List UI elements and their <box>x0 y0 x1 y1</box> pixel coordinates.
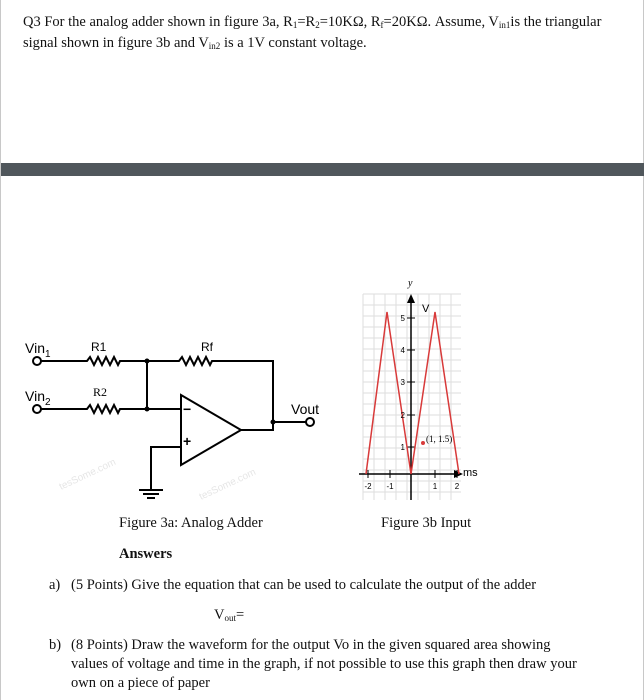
minus-sign: − <box>183 401 192 417</box>
r1-resistor <box>37 357 147 365</box>
vin1-label: Vin$_1$ <box>25 340 51 360</box>
ground-wire <box>151 447 181 490</box>
part-b <box>49 636 639 696</box>
vout-terminal <box>306 418 314 426</box>
axis-ticks <box>368 318 457 478</box>
question-number: Q3 <box>23 14 41 30</box>
figure-3b-caption: Figure 3b Input <box>381 515 472 531</box>
node-dot <box>271 420 276 425</box>
node-dot <box>145 407 150 412</box>
point-label: (1, 1.5) <box>426 434 453 444</box>
figure-3a-caption: Figure 3a: Analog Adder <box>119 515 263 531</box>
r2-resistor <box>37 405 147 413</box>
vout-label: Vout <box>291 401 320 417</box>
part-a-label: a) <box>49 577 61 593</box>
vout-equation: $V_{out}=$ <box>214 607 245 623</box>
summing-wire <box>147 361 181 409</box>
r1-label: R1 <box>91 340 107 354</box>
part-a <box>49 576 639 596</box>
y-tick-label: 5 <box>400 314 405 323</box>
circuit-diagram <box>1 300 346 510</box>
input-graph <box>356 270 486 510</box>
vin2-terminal <box>33 405 41 413</box>
y-axis-label: y <box>408 278 413 289</box>
question-line-1: Q3 For the analog adder shown in figure 3a, $R_1=R_2=10K\Omega$, $R_f=20K\Omega$. Assume, $V_{in1}is$ the triangular <box>23 14 602 30</box>
v-label: V <box>422 303 430 315</box>
y-tick-label: 3 <box>400 378 405 387</box>
x-tick-label: 2 <box>454 482 460 491</box>
rf-label: Rf <box>201 340 213 354</box>
part-b-label: b) <box>49 637 62 653</box>
answers-heading: Answers <box>119 546 173 562</box>
question-line-2: signal shown in figure 3b and $V_{in2}$ is a 1V constant voltage. <box>23 35 367 51</box>
y-tick-label: 1 <box>400 443 405 452</box>
x-tick-label: -1 <box>386 482 394 491</box>
vin1-terminal <box>33 357 41 365</box>
divider-bar <box>1 163 644 176</box>
x-tick-label: 1 <box>432 482 438 491</box>
node-dot <box>145 359 150 364</box>
x-tick-label: -2 <box>364 482 372 491</box>
vin2-label: Vin$_2$ <box>25 388 51 408</box>
plus-sign: + <box>183 433 192 449</box>
part-b-text: (8 Points) Draw the waveform for the output Vo in the given squared area showing values of voltage and time in the graph, if not possible to use this graph then draw your own on a piece of paper <box>71 637 577 691</box>
x-unit-label: ms <box>463 467 478 479</box>
watermark: tesSome.com <box>57 456 118 493</box>
question-text <box>23 13 633 55</box>
ground-icon <box>139 490 163 498</box>
y-axis-arrow-icon <box>407 294 415 303</box>
point-marker <box>421 441 425 445</box>
y-tick-label: 2 <box>400 411 405 420</box>
watermark: tesSome.com <box>197 466 258 503</box>
y-tick-label: 4 <box>400 346 405 355</box>
part-a-text: (5 Points) Give the equation that can be used to calculate the output of the adder <box>71 577 537 593</box>
r2-label: R2 <box>93 385 108 399</box>
